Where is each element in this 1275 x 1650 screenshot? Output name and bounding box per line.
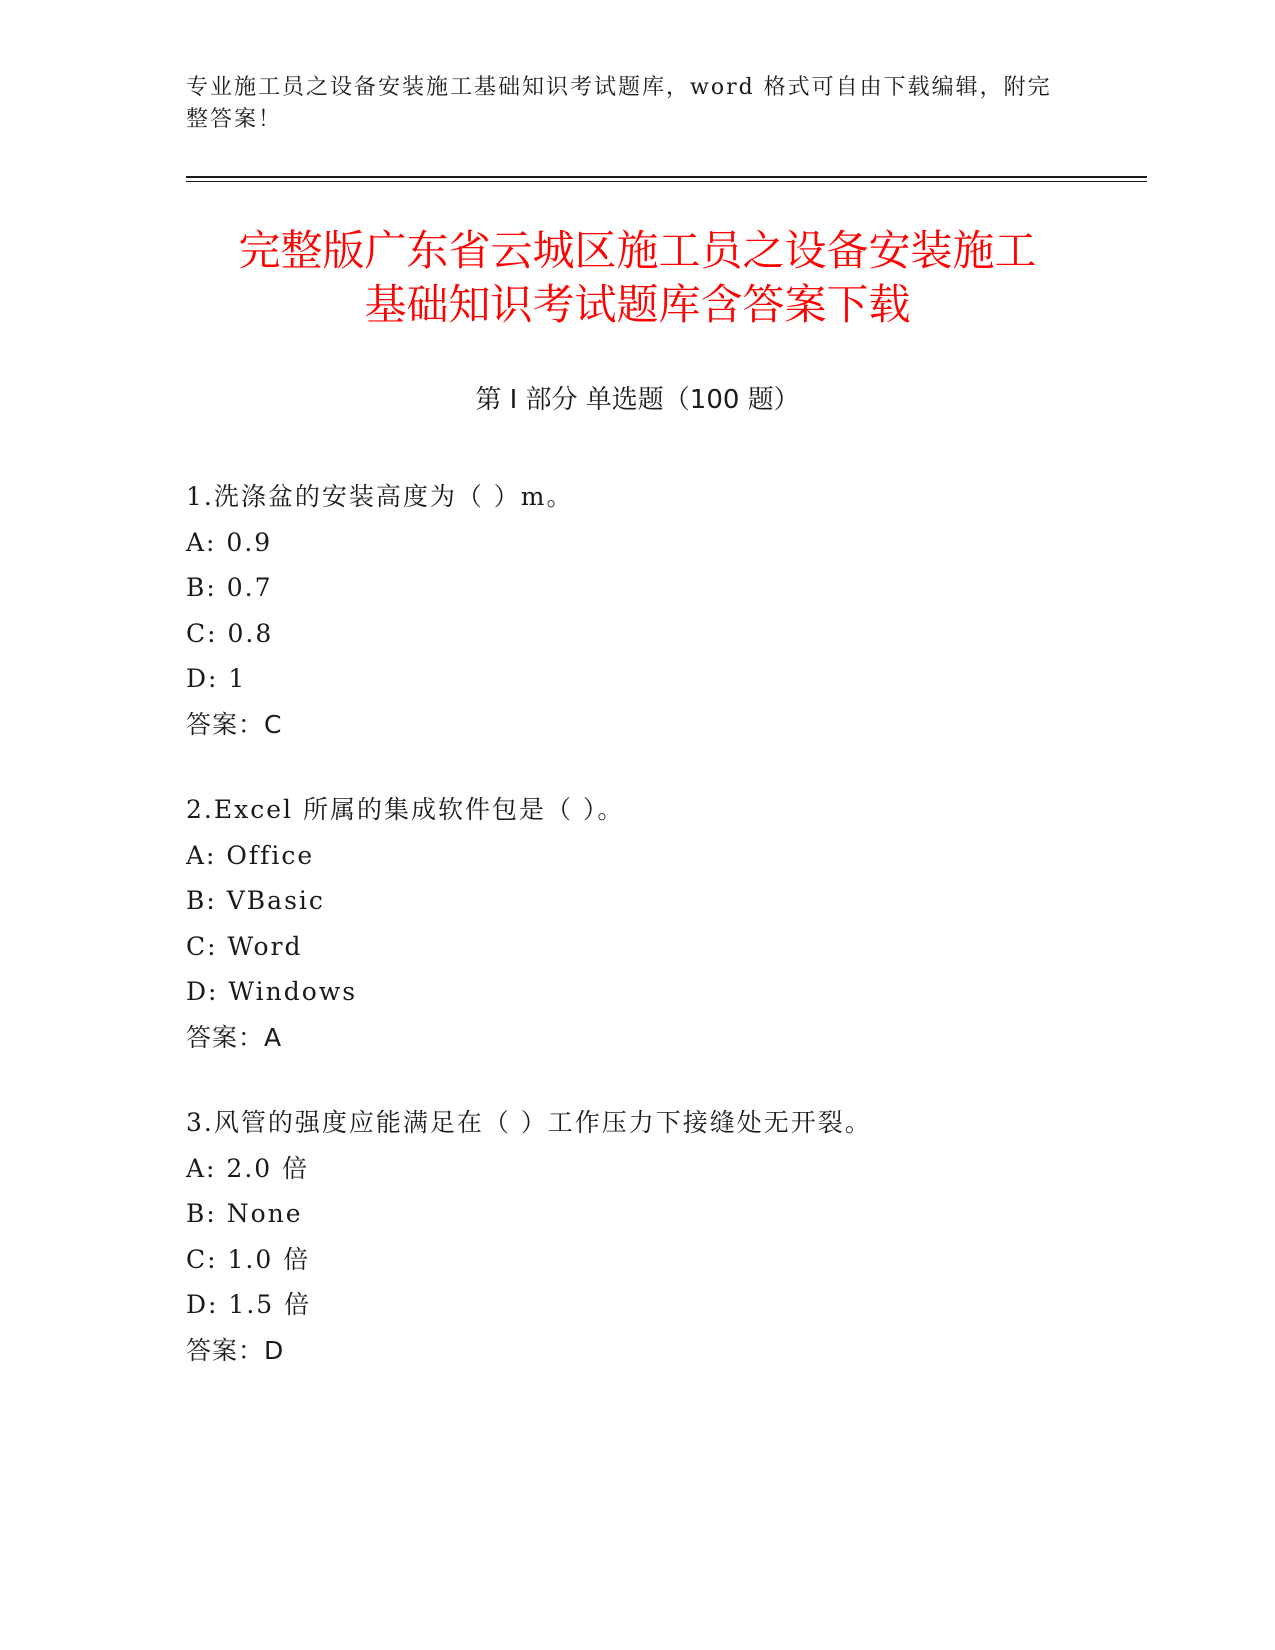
option-c: C: 0.8 <box>186 618 274 648</box>
header-note: 专业施工员之设备安装施工基础知识考试题库，word 格式可自由下载编辑，附完整答案！ <box>186 75 1052 132</box>
question-list <box>186 474 1086 1413</box>
question-3 <box>186 1100 1086 1373</box>
question-2 <box>186 787 1086 1060</box>
option-a: A: 0.9 <box>186 527 273 557</box>
document-title-line-2: 基础知识考试题库含答案下载 <box>364 280 911 329</box>
header-rule-thin <box>186 181 1147 182</box>
option-b: B: None <box>186 1199 303 1228</box>
answer-line <box>186 1015 1086 1061</box>
question-1 <box>186 474 1086 747</box>
answer-line <box>186 1328 1086 1374</box>
question-stem: 2.Excel 所属的集成软件包是（ ）。 <box>186 795 625 824</box>
option-a: A: 2.0 倍 <box>186 1153 310 1183</box>
option-d: D: 1.5 倍 <box>186 1290 312 1319</box>
answer-label: 答案： <box>186 709 265 739</box>
section-title: 第 I 部分 单选题（100 题） <box>475 385 800 415</box>
document-title <box>150 224 1125 332</box>
option-b: B: VBasic <box>186 886 325 915</box>
option-c: C: Word <box>186 931 303 961</box>
question-stem: 3.风管的强度应能满足在（ ）工作压力下接缝处无开裂。 <box>186 1108 872 1137</box>
answer-label: 答案： <box>186 1335 265 1365</box>
option-d: D: 1 <box>186 664 247 693</box>
answer-line <box>186 702 1086 748</box>
header-rule-thick <box>186 176 1147 178</box>
answer-value: D <box>264 1335 285 1365</box>
answer-value: C <box>264 709 283 739</box>
option-a: A: Office <box>186 840 315 870</box>
option-d: D: Windows <box>186 977 358 1006</box>
answer-value: A <box>264 1022 283 1052</box>
option-c: C: 1.0 倍 <box>186 1244 311 1274</box>
question-stem: 1.洗涤盆的安装高度为（ ）m。 <box>186 482 574 511</box>
option-b: B: 0.7 <box>186 573 273 602</box>
document-title-line-1: 完整版广东省云城区施工员之设备安装施工 <box>238 226 1037 275</box>
answer-label: 答案： <box>186 1022 265 1052</box>
